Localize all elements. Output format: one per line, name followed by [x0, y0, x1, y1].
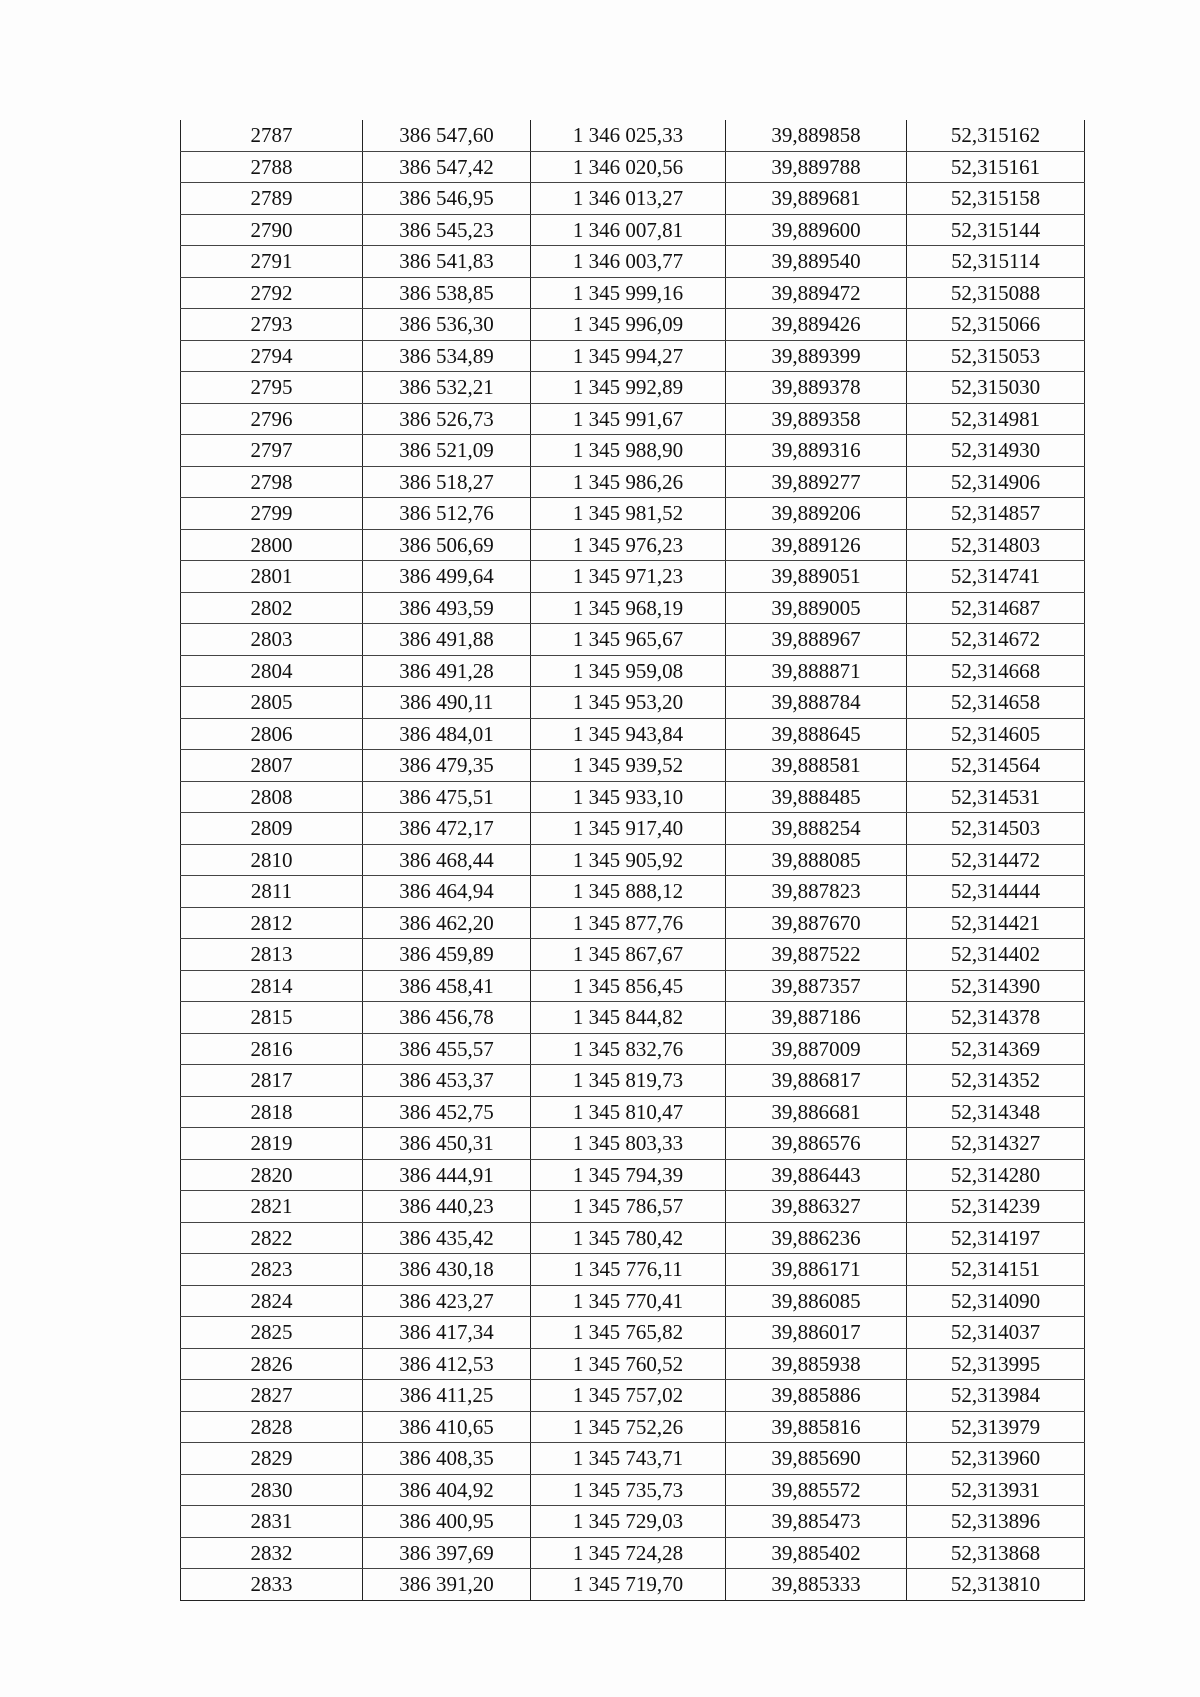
latitude-cell: 52,314151: [907, 1254, 1085, 1286]
longitude-cell: 39,886085: [726, 1285, 907, 1317]
point-number-cell: 2810: [181, 844, 363, 876]
x-coordinate-cell: 386 547,60: [363, 120, 531, 151]
point-number-cell: 2794: [181, 340, 363, 372]
x-coordinate-cell: 386 458,41: [363, 970, 531, 1002]
table-row: [181, 435, 1085, 467]
y-coordinate-cell: 1 345 819,73: [531, 1065, 726, 1097]
y-coordinate-cell: 1 345 776,11: [531, 1254, 726, 1286]
table-row: [181, 1096, 1085, 1128]
x-coordinate-cell: 386 464,94: [363, 876, 531, 908]
table-row: [181, 781, 1085, 813]
x-coordinate-cell: 386 506,69: [363, 529, 531, 561]
longitude-cell: 39,885333: [726, 1569, 907, 1601]
point-number-cell: 2809: [181, 813, 363, 845]
table-row: [181, 120, 1085, 151]
latitude-cell: 52,314687: [907, 592, 1085, 624]
table-row: [181, 687, 1085, 719]
y-coordinate-cell: 1 345 992,89: [531, 372, 726, 404]
point-number-cell: 2808: [181, 781, 363, 813]
longitude-cell: 39,887823: [726, 876, 907, 908]
y-coordinate-cell: 1 345 832,76: [531, 1033, 726, 1065]
x-coordinate-cell: 386 479,35: [363, 750, 531, 782]
x-coordinate-cell: 386 408,35: [363, 1443, 531, 1475]
x-coordinate-cell: 386 455,57: [363, 1033, 531, 1065]
y-coordinate-cell: 1 345 729,03: [531, 1506, 726, 1538]
y-coordinate-cell: 1 345 994,27: [531, 340, 726, 372]
table-row: [181, 624, 1085, 656]
table-row: [181, 718, 1085, 750]
table-row: [181, 844, 1085, 876]
table-row: [181, 1065, 1085, 1097]
table-row: [181, 561, 1085, 593]
y-coordinate-cell: 1 345 735,73: [531, 1474, 726, 1506]
point-number-cell: 2805: [181, 687, 363, 719]
table-row: [181, 1002, 1085, 1034]
latitude-cell: 52,314090: [907, 1285, 1085, 1317]
table-row: [181, 1411, 1085, 1443]
latitude-cell: 52,315162: [907, 120, 1085, 151]
longitude-cell: 39,888485: [726, 781, 907, 813]
longitude-cell: 39,885572: [726, 1474, 907, 1506]
x-coordinate-cell: 386 453,37: [363, 1065, 531, 1097]
table-row: [181, 970, 1085, 1002]
y-coordinate-cell: 1 345 999,16: [531, 277, 726, 309]
longitude-cell: 39,889126: [726, 529, 907, 561]
latitude-cell: 52,313896: [907, 1506, 1085, 1538]
x-coordinate-cell: 386 546,95: [363, 183, 531, 215]
x-coordinate-cell: 386 404,92: [363, 1474, 531, 1506]
table-row: [181, 403, 1085, 435]
x-coordinate-cell: 386 491,28: [363, 655, 531, 687]
y-coordinate-cell: 1 346 007,81: [531, 214, 726, 246]
latitude-cell: 52,315144: [907, 214, 1085, 246]
table-row: [181, 1506, 1085, 1538]
latitude-cell: 52,315088: [907, 277, 1085, 309]
point-number-cell: 2792: [181, 277, 363, 309]
longitude-cell: 39,888254: [726, 813, 907, 845]
point-number-cell: 2821: [181, 1191, 363, 1223]
x-coordinate-cell: 386 491,88: [363, 624, 531, 656]
point-number-cell: 2811: [181, 876, 363, 908]
latitude-cell: 52,315053: [907, 340, 1085, 372]
y-coordinate-cell: 1 345 877,76: [531, 907, 726, 939]
latitude-cell: 52,314503: [907, 813, 1085, 845]
y-coordinate-cell: 1 345 844,82: [531, 1002, 726, 1034]
point-number-cell: 2791: [181, 246, 363, 278]
longitude-cell: 39,888967: [726, 624, 907, 656]
y-coordinate-cell: 1 345 996,09: [531, 309, 726, 341]
point-number-cell: 2829: [181, 1443, 363, 1475]
y-coordinate-cell: 1 345 888,12: [531, 876, 726, 908]
x-coordinate-cell: 386 545,23: [363, 214, 531, 246]
coordinates-table: [180, 120, 1085, 1601]
point-number-cell: 2816: [181, 1033, 363, 1065]
table-row: [181, 1474, 1085, 1506]
table-row: [181, 1443, 1085, 1475]
longitude-cell: 39,887522: [726, 939, 907, 971]
longitude-cell: 39,889681: [726, 183, 907, 215]
x-coordinate-cell: 386 484,01: [363, 718, 531, 750]
latitude-cell: 52,314981: [907, 403, 1085, 435]
longitude-cell: 39,886236: [726, 1222, 907, 1254]
x-coordinate-cell: 386 475,51: [363, 781, 531, 813]
x-coordinate-cell: 386 417,34: [363, 1317, 531, 1349]
longitude-cell: 39,889051: [726, 561, 907, 593]
y-coordinate-cell: 1 345 794,39: [531, 1159, 726, 1191]
point-number-cell: 2815: [181, 1002, 363, 1034]
latitude-cell: 52,314369: [907, 1033, 1085, 1065]
table-row: [181, 309, 1085, 341]
latitude-cell: 52,313995: [907, 1348, 1085, 1380]
table-row: [181, 340, 1085, 372]
x-coordinate-cell: 386 423,27: [363, 1285, 531, 1317]
y-coordinate-cell: 1 345 976,23: [531, 529, 726, 561]
x-coordinate-cell: 386 541,83: [363, 246, 531, 278]
x-coordinate-cell: 386 400,95: [363, 1506, 531, 1538]
latitude-cell: 52,314605: [907, 718, 1085, 750]
longitude-cell: 39,887670: [726, 907, 907, 939]
point-number-cell: 2833: [181, 1569, 363, 1601]
y-coordinate-cell: 1 345 810,47: [531, 1096, 726, 1128]
x-coordinate-cell: 386 468,44: [363, 844, 531, 876]
longitude-cell: 39,888645: [726, 718, 907, 750]
latitude-cell: 52,314741: [907, 561, 1085, 593]
point-number-cell: 2814: [181, 970, 363, 1002]
point-number-cell: 2832: [181, 1537, 363, 1569]
point-number-cell: 2822: [181, 1222, 363, 1254]
longitude-cell: 39,888581: [726, 750, 907, 782]
latitude-cell: 52,315161: [907, 151, 1085, 183]
table-row: [181, 214, 1085, 246]
x-coordinate-cell: 386 532,21: [363, 372, 531, 404]
longitude-cell: 39,889600: [726, 214, 907, 246]
longitude-cell: 39,889472: [726, 277, 907, 309]
longitude-cell: 39,886817: [726, 1065, 907, 1097]
longitude-cell: 39,886681: [726, 1096, 907, 1128]
y-coordinate-cell: 1 345 965,67: [531, 624, 726, 656]
longitude-cell: 39,885938: [726, 1348, 907, 1380]
table-row: [181, 498, 1085, 530]
latitude-cell: 52,315158: [907, 183, 1085, 215]
latitude-cell: 52,314658: [907, 687, 1085, 719]
y-coordinate-cell: 1 345 943,84: [531, 718, 726, 750]
table-row: [181, 1191, 1085, 1223]
y-coordinate-cell: 1 345 719,70: [531, 1569, 726, 1601]
y-coordinate-cell: 1 345 968,19: [531, 592, 726, 624]
table-row: [181, 592, 1085, 624]
point-number-cell: 2825: [181, 1317, 363, 1349]
longitude-cell: 39,889378: [726, 372, 907, 404]
longitude-cell: 39,885816: [726, 1411, 907, 1443]
table-row: [181, 277, 1085, 309]
point-number-cell: 2790: [181, 214, 363, 246]
table-row: [181, 1348, 1085, 1380]
point-number-cell: 2800: [181, 529, 363, 561]
point-number-cell: 2819: [181, 1128, 363, 1160]
point-number-cell: 2817: [181, 1065, 363, 1097]
y-coordinate-cell: 1 345 991,67: [531, 403, 726, 435]
point-number-cell: 2806: [181, 718, 363, 750]
point-number-cell: 2827: [181, 1380, 363, 1412]
longitude-cell: 39,889788: [726, 151, 907, 183]
point-number-cell: 2820: [181, 1159, 363, 1191]
longitude-cell: 39,885473: [726, 1506, 907, 1538]
table-row: [181, 1222, 1085, 1254]
y-coordinate-cell: 1 345 743,71: [531, 1443, 726, 1475]
y-coordinate-cell: 1 346 003,77: [531, 246, 726, 278]
x-coordinate-cell: 386 450,31: [363, 1128, 531, 1160]
x-coordinate-cell: 386 435,42: [363, 1222, 531, 1254]
y-coordinate-cell: 1 345 752,26: [531, 1411, 726, 1443]
latitude-cell: 52,314037: [907, 1317, 1085, 1349]
x-coordinate-cell: 386 411,25: [363, 1380, 531, 1412]
point-number-cell: 2802: [181, 592, 363, 624]
point-number-cell: 2799: [181, 498, 363, 530]
y-coordinate-cell: 1 345 988,90: [531, 435, 726, 467]
y-coordinate-cell: 1 345 856,45: [531, 970, 726, 1002]
latitude-cell: 52,313810: [907, 1569, 1085, 1601]
coordinates-table-container: [180, 120, 1084, 1601]
x-coordinate-cell: 386 430,18: [363, 1254, 531, 1286]
longitude-cell: 39,887186: [726, 1002, 907, 1034]
table-row: [181, 151, 1085, 183]
longitude-cell: 39,885690: [726, 1443, 907, 1475]
x-coordinate-cell: 386 452,75: [363, 1096, 531, 1128]
latitude-cell: 52,314327: [907, 1128, 1085, 1160]
x-coordinate-cell: 386 490,11: [363, 687, 531, 719]
latitude-cell: 52,314390: [907, 970, 1085, 1002]
longitude-cell: 39,889399: [726, 340, 907, 372]
y-coordinate-cell: 1 346 020,56: [531, 151, 726, 183]
latitude-cell: 52,314930: [907, 435, 1085, 467]
point-number-cell: 2818: [181, 1096, 363, 1128]
table-row: [181, 750, 1085, 782]
x-coordinate-cell: 386 538,85: [363, 277, 531, 309]
latitude-cell: 52,314421: [907, 907, 1085, 939]
latitude-cell: 52,314906: [907, 466, 1085, 498]
longitude-cell: 39,886327: [726, 1191, 907, 1223]
table-row: [181, 907, 1085, 939]
latitude-cell: 52,313931: [907, 1474, 1085, 1506]
latitude-cell: 52,313960: [907, 1443, 1085, 1475]
latitude-cell: 52,314378: [907, 1002, 1085, 1034]
longitude-cell: 39,889540: [726, 246, 907, 278]
point-number-cell: 2804: [181, 655, 363, 687]
longitude-cell: 39,889426: [726, 309, 907, 341]
longitude-cell: 39,889316: [726, 435, 907, 467]
longitude-cell: 39,886576: [726, 1128, 907, 1160]
table-row: [181, 876, 1085, 908]
y-coordinate-cell: 1 345 780,42: [531, 1222, 726, 1254]
x-coordinate-cell: 386 547,42: [363, 151, 531, 183]
longitude-cell: 39,889358: [726, 403, 907, 435]
point-number-cell: 2813: [181, 939, 363, 971]
y-coordinate-cell: 1 345 905,92: [531, 844, 726, 876]
point-number-cell: 2826: [181, 1348, 363, 1380]
table-row: [181, 1159, 1085, 1191]
table-row: [181, 655, 1085, 687]
y-coordinate-cell: 1 345 939,52: [531, 750, 726, 782]
latitude-cell: 52,313868: [907, 1537, 1085, 1569]
latitude-cell: 52,314857: [907, 498, 1085, 530]
table-row: [181, 372, 1085, 404]
y-coordinate-cell: 1 345 971,23: [531, 561, 726, 593]
x-coordinate-cell: 386 518,27: [363, 466, 531, 498]
latitude-cell: 52,314444: [907, 876, 1085, 908]
point-number-cell: 2830: [181, 1474, 363, 1506]
point-number-cell: 2824: [181, 1285, 363, 1317]
latitude-cell: 52,313984: [907, 1380, 1085, 1412]
latitude-cell: 52,314239: [907, 1191, 1085, 1223]
table-row: [181, 939, 1085, 971]
x-coordinate-cell: 386 526,73: [363, 403, 531, 435]
x-coordinate-cell: 386 444,91: [363, 1159, 531, 1191]
y-coordinate-cell: 1 345 765,82: [531, 1317, 726, 1349]
x-coordinate-cell: 386 472,17: [363, 813, 531, 845]
y-coordinate-cell: 1 345 953,20: [531, 687, 726, 719]
latitude-cell: 52,314352: [907, 1065, 1085, 1097]
point-number-cell: 2789: [181, 183, 363, 215]
longitude-cell: 39,889206: [726, 498, 907, 530]
table-row: [181, 1569, 1085, 1601]
point-number-cell: 2823: [181, 1254, 363, 1286]
point-number-cell: 2831: [181, 1506, 363, 1538]
y-coordinate-cell: 1 345 917,40: [531, 813, 726, 845]
point-number-cell: 2798: [181, 466, 363, 498]
latitude-cell: 52,314280: [907, 1159, 1085, 1191]
latitude-cell: 52,314564: [907, 750, 1085, 782]
longitude-cell: 39,887009: [726, 1033, 907, 1065]
longitude-cell: 39,885886: [726, 1380, 907, 1412]
point-number-cell: 2793: [181, 309, 363, 341]
x-coordinate-cell: 386 499,64: [363, 561, 531, 593]
x-coordinate-cell: 386 397,69: [363, 1537, 531, 1569]
longitude-cell: 39,887357: [726, 970, 907, 1002]
point-number-cell: 2828: [181, 1411, 363, 1443]
x-coordinate-cell: 386 412,53: [363, 1348, 531, 1380]
table-row: [181, 1537, 1085, 1569]
table-row: [181, 1033, 1085, 1065]
point-number-cell: 2812: [181, 907, 363, 939]
latitude-cell: 52,314197: [907, 1222, 1085, 1254]
y-coordinate-cell: 1 346 013,27: [531, 183, 726, 215]
latitude-cell: 52,315114: [907, 246, 1085, 278]
table-row: [181, 1128, 1085, 1160]
y-coordinate-cell: 1 345 867,67: [531, 939, 726, 971]
y-coordinate-cell: 1 345 760,52: [531, 1348, 726, 1380]
point-number-cell: 2807: [181, 750, 363, 782]
point-number-cell: 2787: [181, 120, 363, 151]
point-number-cell: 2795: [181, 372, 363, 404]
y-coordinate-cell: 1 345 724,28: [531, 1537, 726, 1569]
y-coordinate-cell: 1 345 933,10: [531, 781, 726, 813]
x-coordinate-cell: 386 410,65: [363, 1411, 531, 1443]
latitude-cell: 52,314803: [907, 529, 1085, 561]
point-number-cell: 2797: [181, 435, 363, 467]
latitude-cell: 52,314348: [907, 1096, 1085, 1128]
latitude-cell: 52,313979: [907, 1411, 1085, 1443]
y-coordinate-cell: 1 345 803,33: [531, 1128, 726, 1160]
y-coordinate-cell: 1 345 770,41: [531, 1285, 726, 1317]
x-coordinate-cell: 386 536,30: [363, 309, 531, 341]
latitude-cell: 52,315066: [907, 309, 1085, 341]
longitude-cell: 39,886017: [726, 1317, 907, 1349]
table-row: [181, 466, 1085, 498]
table-row: [181, 1317, 1085, 1349]
table-row: [181, 1285, 1085, 1317]
longitude-cell: 39,888871: [726, 655, 907, 687]
table-row: [181, 529, 1085, 561]
x-coordinate-cell: 386 462,20: [363, 907, 531, 939]
latitude-cell: 52,314402: [907, 939, 1085, 971]
longitude-cell: 39,888085: [726, 844, 907, 876]
longitude-cell: 39,889005: [726, 592, 907, 624]
longitude-cell: 39,886443: [726, 1159, 907, 1191]
table-row: [181, 1380, 1085, 1412]
longitude-cell: 39,888784: [726, 687, 907, 719]
coordinates-table-body: [181, 120, 1085, 1600]
x-coordinate-cell: 386 456,78: [363, 1002, 531, 1034]
longitude-cell: 39,886171: [726, 1254, 907, 1286]
x-coordinate-cell: 386 391,20: [363, 1569, 531, 1601]
longitude-cell: 39,885402: [726, 1537, 907, 1569]
latitude-cell: 52,315030: [907, 372, 1085, 404]
y-coordinate-cell: 1 346 025,33: [531, 120, 726, 151]
longitude-cell: 39,889277: [726, 466, 907, 498]
point-number-cell: 2801: [181, 561, 363, 593]
y-coordinate-cell: 1 345 959,08: [531, 655, 726, 687]
x-coordinate-cell: 386 534,89: [363, 340, 531, 372]
point-number-cell: 2796: [181, 403, 363, 435]
table-row: [181, 1254, 1085, 1286]
table-row: [181, 246, 1085, 278]
y-coordinate-cell: 1 345 757,02: [531, 1380, 726, 1412]
x-coordinate-cell: 386 493,59: [363, 592, 531, 624]
latitude-cell: 52,314672: [907, 624, 1085, 656]
latitude-cell: 52,314531: [907, 781, 1085, 813]
latitude-cell: 52,314668: [907, 655, 1085, 687]
point-number-cell: 2788: [181, 151, 363, 183]
x-coordinate-cell: 386 440,23: [363, 1191, 531, 1223]
x-coordinate-cell: 386 459,89: [363, 939, 531, 971]
point-number-cell: 2803: [181, 624, 363, 656]
y-coordinate-cell: 1 345 986,26: [531, 466, 726, 498]
table-row: [181, 813, 1085, 845]
latitude-cell: 52,314472: [907, 844, 1085, 876]
y-coordinate-cell: 1 345 981,52: [531, 498, 726, 530]
x-coordinate-cell: 386 512,76: [363, 498, 531, 530]
table-row: [181, 183, 1085, 215]
y-coordinate-cell: 1 345 786,57: [531, 1191, 726, 1223]
x-coordinate-cell: 386 521,09: [363, 435, 531, 467]
longitude-cell: 39,889858: [726, 120, 907, 151]
